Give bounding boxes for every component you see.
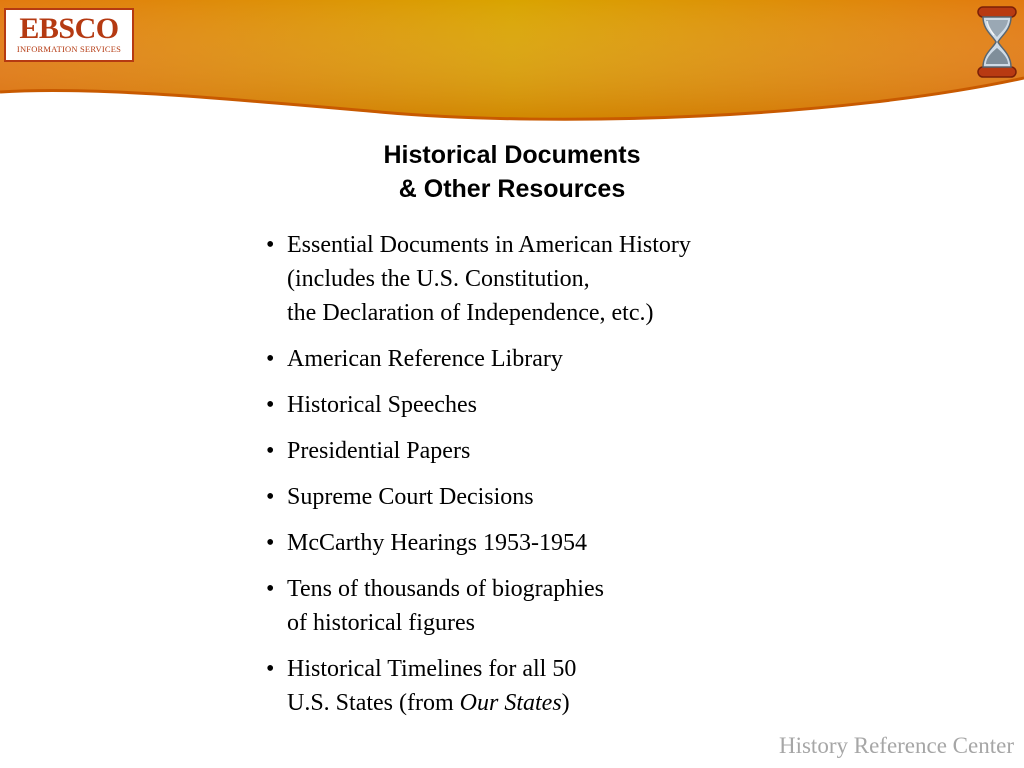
bullet-marker: • [266,484,275,510]
bullet-line [287,296,826,330]
bullet-marker: • [266,346,275,372]
slide-title [312,138,712,206]
bullet-text: Historical Speeches [287,392,477,418]
bullet-text: U.S. States (from [287,690,460,716]
bullet-text: Tens of thousands of biographies [287,576,604,602]
ebsco-logo [4,8,134,62]
bullet-text: Essential Documents in American History [287,232,691,258]
list-item [266,652,826,720]
list-item [266,434,826,468]
bullet-line [287,434,826,468]
list-item [266,572,826,640]
italic-title: Our States [459,690,562,716]
list-item [266,228,826,330]
bullet-marker: • [266,530,275,556]
bullet-line [287,526,826,560]
title-line-2: & Other Resources [398,175,626,203]
bullet-list [266,228,826,732]
bullet-line [287,606,826,640]
bullet-suffix: ) [561,690,570,716]
list-item [266,480,826,514]
footer-text: History Reference Center [778,733,1014,758]
bullet-text: of historical figures [287,610,475,636]
header-banner [0,0,1024,130]
bullet-marker: • [266,576,275,602]
bullet-text: Presidential Papers [287,438,471,464]
bullet-text: (includes the U.S. Constitution, [287,266,590,292]
bullet-text: McCarthy Hearings 1953-1954 [287,530,587,556]
logo-wordmark: EBSCO [19,12,119,45]
bullet-text: Supreme Court Decisions [287,484,534,510]
list-item [266,388,826,422]
bullet-line [287,480,826,514]
list-item [266,526,826,560]
bullet-line [287,262,826,296]
bullet-line [287,652,826,686]
hourglass-icon [975,6,1019,78]
bullet-marker: • [266,656,275,682]
title-line-1: Historical Documents [383,141,641,169]
bullet-line [287,686,826,720]
bullet-text: American Reference Library [287,346,563,372]
bullet-text: the Declaration of Independence, etc.) [287,300,654,326]
bullet-line [287,342,826,376]
bullet-text: Historical Timelines for all 50 [287,656,577,682]
bullet-marker: • [266,438,275,464]
bullet-marker: • [266,232,275,258]
bullet-line [287,572,826,606]
bullet-line [287,228,826,262]
bullet-marker: • [266,392,275,418]
logo-subtitle: INFORMATION SERVICES [16,44,122,54]
bullet-line [287,388,826,422]
list-item [266,342,826,376]
